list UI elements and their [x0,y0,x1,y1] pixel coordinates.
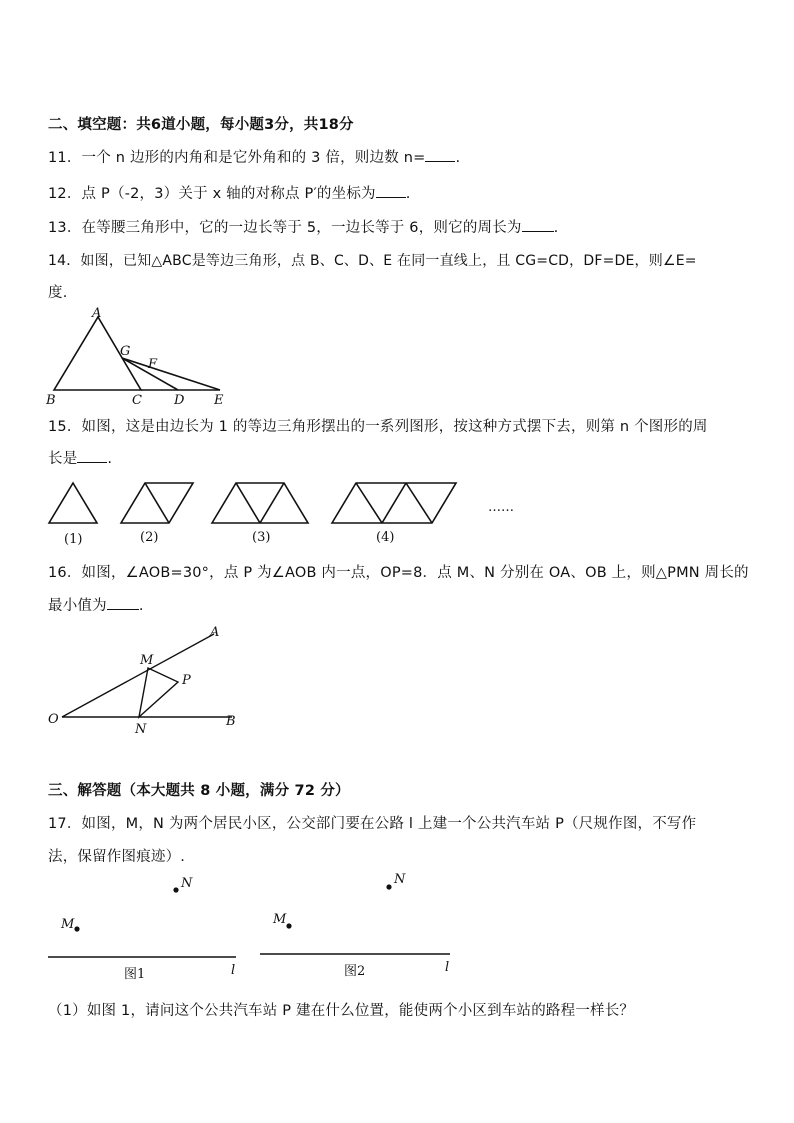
pattern-4 [332,483,456,523]
label-l: l [445,960,450,975]
fig17-caption-1: 图1 [124,967,146,982]
label-n: N [394,872,406,887]
q15-line1: 15．如图，这是由边长为 1 的等边三角形摆出的一系列图形，按这种方式摆下去，则第 n 个图形的周 [48,419,708,435]
q13-answer-blank[interactable] [522,231,554,232]
point-n [173,887,178,892]
q11-answer-blank[interactable] [425,161,455,162]
q16-line2-text: 最小值为 [48,598,107,614]
point-m [286,923,291,928]
pattern-3 [212,483,308,523]
q15-line2 [48,447,112,468]
label-a: A [92,306,102,321]
question-13 [48,216,558,237]
figure-15 [44,478,524,568]
q16-line1: 16．如图，∠AOB=30°，点 P 为∠AOB 内一点，OP=8．点 M、N 分别在 OA、OB 上，则△PMN 周长的 [48,565,749,581]
label-o: O [48,712,59,727]
label-n: N [135,722,147,737]
label-n: N [181,876,193,891]
q12-after: . [405,186,411,202]
q15-line2-text: 长是 [48,451,78,467]
fig15-caption-1: (1) [64,532,83,547]
figure-14 [42,305,242,408]
fig15-caption-4: (4) [376,530,395,545]
section2-heading: 二、填空题：共6道小题，每小题3分，共18分 [48,117,354,133]
q11-text: 11．一个 n 边形的内角和是它外角和的 3 倍，则边数 n= [48,150,426,166]
q11-after: . [455,150,461,166]
label-m: M [140,653,154,668]
q15-answer-blank[interactable] [77,462,107,463]
pattern-2 [121,483,193,523]
question-11 [48,146,460,167]
label-d: D [174,393,185,408]
fig15-ellipsis: …… [488,500,514,515]
label-m: M [61,917,75,932]
q15-after: . [107,451,113,467]
q17-line1: 17．如图，M，N 为两个居民小区，公交部门要在公路 l 上建一个公共汽车站 P（尺规作图，不写作 [48,816,697,832]
q14-line2: 度. [48,285,68,301]
q12-answer-blank[interactable] [376,197,406,198]
pattern-1 [49,483,97,523]
q12-text: 12．点 P（-2，3）关于 x 轴的对称点 P′的坐标为 [48,186,376,202]
label-c: C [132,393,142,408]
point-n [386,884,391,889]
q13-after: . [553,220,559,236]
label-b: B [46,393,56,408]
label-f: F [148,357,158,372]
q16-answer-blank[interactable] [107,609,139,610]
fig15-caption-2: (2) [140,530,159,545]
label-a: A [210,625,220,640]
label-g: G [120,344,131,359]
q17-line2: 法，保留作图痕迹）. [48,849,186,865]
label-p: P [182,673,191,688]
q16-after: . [138,598,144,614]
ray-oa [62,634,214,717]
point-m [74,926,79,931]
label-l: l [231,963,236,978]
label-m: M [273,912,287,927]
q16-line2 [48,594,144,615]
label-e: E [214,393,224,408]
figure-16 [46,622,256,737]
q13-text: 13．在等腰三角形中，它的一边长等于 5，一边长等于 6，则它的周长为 [48,220,522,236]
section3-heading: 三、解答题（本大题共 8 小题，满分 72 分） [48,783,350,799]
figure-17-2 [258,867,458,975]
label-b: B [226,714,236,729]
fig15-caption-3: (3) [252,530,271,545]
q14-line1: 14．如图，已知△ABC是等边三角形，点 B、C、D、E 在同一直线上，且 CG=CD，DF=DE，则∠E= [48,253,697,269]
fig17-caption-2: 图2 [344,964,366,979]
triangle-pmn [139,668,178,717]
question-12 [48,182,411,203]
figure-17-1 [46,870,246,978]
q17-sub1: （1）如图 1，请问这个公共汽车站 P 建在什么位置，能使两个小区到车站的路程一样长？ [48,1003,635,1019]
